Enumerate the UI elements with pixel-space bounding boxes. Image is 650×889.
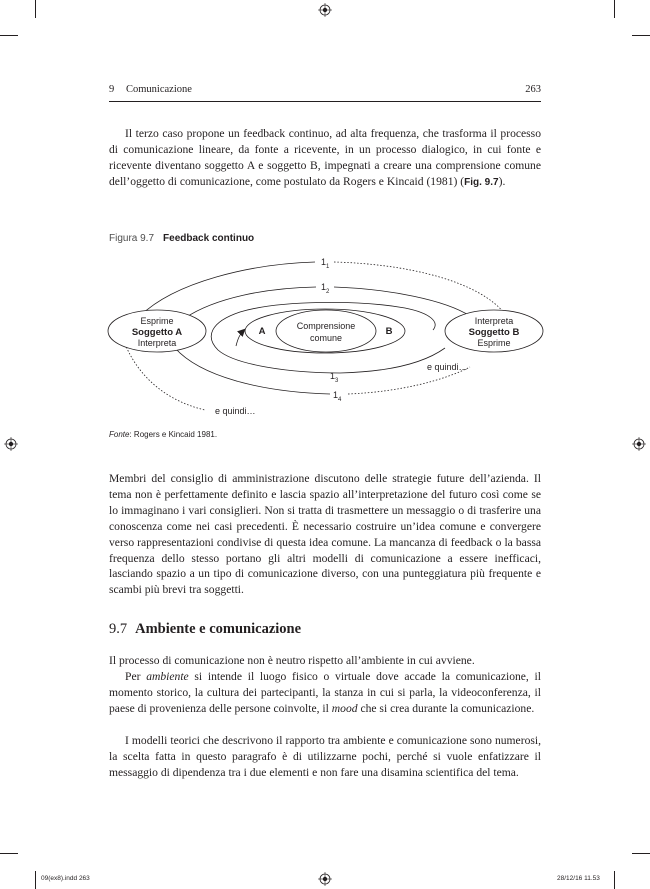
term-mood: mood xyxy=(331,701,358,715)
page-number: 263 xyxy=(525,84,541,95)
center-text-2: comune xyxy=(309,333,343,343)
figure-source xyxy=(109,430,217,439)
right-node-bottom: Esprime xyxy=(477,338,511,348)
section-heading xyxy=(109,621,301,638)
intro-text-end: ). xyxy=(498,174,506,188)
source-label: Fonte xyxy=(109,430,130,439)
section-paragraph-2 xyxy=(109,669,541,717)
inner-label-b: B xyxy=(385,326,393,337)
loop-label-1: $1_1$ xyxy=(321,257,330,270)
outer-dotted-left xyxy=(125,344,205,410)
left-node-name: Soggetto A xyxy=(131,327,183,338)
loop-label-3: $1_3$ xyxy=(330,371,339,384)
figure-title: Feedback continuo xyxy=(163,233,255,244)
section-paragraph-1: Il processo di comunicazione non è neutro rispetto all’ambiente in cui avviene. xyxy=(109,654,475,667)
section-paragraph-3: I modelli teorici che descrivono il rapporto tra ambiente e comunicazione sono numerosi, la scelta fatta in questo paragrafo è di utilizzarne pochi, perché si vuole enfatizzare il messaggio di dipendenza tra i due elementi e non fare una disamina scientifica del tema. xyxy=(109,734,541,779)
term-ambiente: ambiente xyxy=(146,670,189,683)
loop-1-2-solid xyxy=(185,287,316,318)
left-node-top: Esprime xyxy=(140,316,174,326)
loop-label-2: $1_2$ xyxy=(321,282,330,295)
slug-date: 28/12/16 11.53 xyxy=(557,875,600,882)
center-text-1: Comprensione xyxy=(296,321,356,331)
slug-file: 09(ex8).indd 263 xyxy=(41,875,90,882)
p2-text-2: si intende il luogo fisico o virtuale dove accade la comunicazione, il momento storico, la cultura dei partecipanti, la stanza in cui si parla, la videoconferenza, il paese di provenienza delle persone coinvolte, il xyxy=(109,670,541,715)
figure-label: Figura 9.7 xyxy=(109,233,155,244)
left-node-bottom: Interpreta xyxy=(137,338,177,348)
figure-reference: Fig. 9.7 xyxy=(464,176,499,188)
section-number: 9.7 xyxy=(109,621,128,637)
right-node-top: Interpreta xyxy=(474,316,514,326)
p2-text-3: che si crea durante la comunicazione. xyxy=(357,701,535,715)
right-node-name: Soggetto B xyxy=(468,327,520,338)
section-title: Ambiente e comunicazione xyxy=(135,621,302,637)
p2-text-1: Per xyxy=(125,670,147,683)
source-text: : Rogers e Kincaid 1981. xyxy=(129,430,218,439)
continuation-right: e quindi… xyxy=(427,362,468,372)
chapter-title: Comunicazione xyxy=(126,84,192,95)
center-ellipse xyxy=(276,310,376,352)
chapter-number: 9 xyxy=(109,84,115,95)
body-paragraph: Membri del consiglio di amministrazione discutono delle strategie future dell’azienda. Il tema non è perfettamente definito e lascia spazio all’interpretazione del futuro così come se lo immaginano i vari consiglieri. Non si tratta di trasmettere un messaggio o di trasferire una conoscenza come nei casi precedenti. È necessario costruire un’idea comune e convergere verso rappresentazioni condivise di questa idea comune. La mancanza di feedback o la bassa frequenza dello stesso portano gli altri modelli di comunicazione a essere inefficaci, lasciando spazio a un tipo di comunicazione diverso, con una punteggiatura più frequente e scambi più brevi tra soggetti. xyxy=(109,472,541,597)
continuation-left: e quindi… xyxy=(215,406,256,416)
inner-label-a: A xyxy=(258,326,266,337)
loop-1-4-solid xyxy=(175,348,330,394)
arrow-icon xyxy=(236,330,244,346)
intro-text: Il terzo caso propone un feedback continuo, ad alta frequenza, che trasforma il processo di comunicazione lineare, da fonte a ricevente, in un processo dialogico, in cui fonte e ricevente diventano soggetto A e soggetto B, impegnati a creare una comprensione comune dell’oggetto di comunicazione, come postulato da Rogers e Kincaid (1981) ( xyxy=(109,127,541,188)
loop-1-2-solid-right xyxy=(334,287,470,316)
loop-label-4: $1_4$ xyxy=(333,390,342,403)
loop-1-1-dotted xyxy=(334,262,505,314)
loop-1-1-solid xyxy=(140,262,315,316)
